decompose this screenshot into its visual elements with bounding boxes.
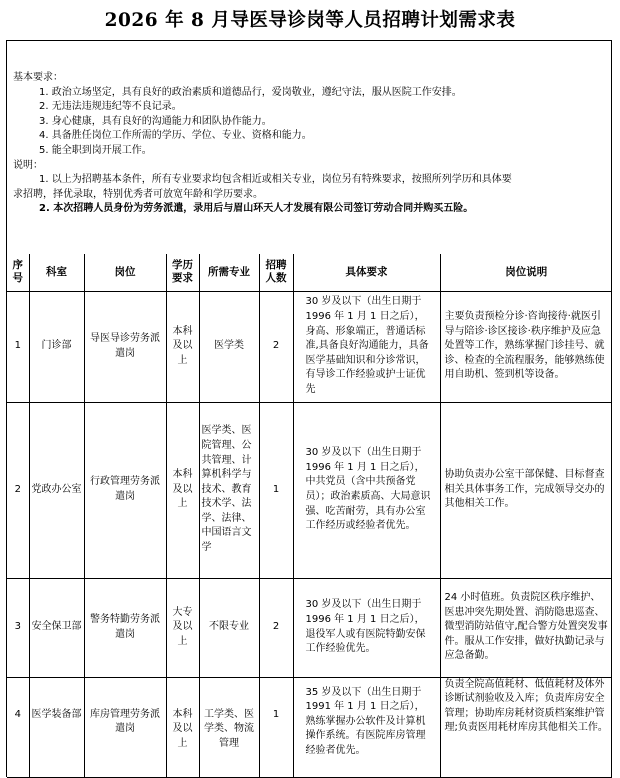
cell-dept: 门诊部 — [29, 291, 84, 402]
cell-no: 3 — [7, 578, 29, 677]
table-row — [7, 402, 612, 578]
header-dept: 科室 — [29, 254, 84, 291]
cell-post: 导医导诊劳务派遣岗 — [84, 291, 166, 402]
cell-count: 2 — [259, 291, 293, 402]
note-item: 求招聘，择优录取，特别优秀者可放宽年龄和学历要求。 — [13, 188, 263, 200]
basic-requirement-item: 3. 身心健康，具有良好的沟通能力和团队协作能力。 — [39, 115, 272, 127]
cell-req: 30 岁及以下（出生日期于 1996 年 1 月 1 日之后），退役军人或有医院特勤安保工作经验优先。 — [293, 578, 440, 677]
header-req: 具体要求 — [293, 254, 440, 291]
cell-edu: 本科及以上 — [166, 402, 199, 578]
cell-no: 1 — [7, 291, 29, 402]
cell-major: 医学类 — [199, 291, 259, 402]
cell-dept: 党政办公室 — [29, 402, 84, 578]
cell-desc: 协助负责办公室干部保健、目标督查相关具体事务工作，完成领导交办的其他相关工作。 — [440, 402, 612, 578]
cell-desc: 24 小时值班。负责院区秩序维护、医患冲突先期处置、消防隐患巡查、微型消防站值守,配合警方处置突发事件。服从工作安排，做好执勤记录与应急备勤。 — [440, 578, 612, 677]
cell-no: 4 — [7, 677, 29, 777]
cell-post: 行政管理劳务派遣岗 — [84, 402, 166, 578]
header-post: 岗位 — [84, 254, 166, 291]
table-row — [7, 677, 612, 777]
basic-requirement-item: 1. 政治立场坚定，具有良好的政治素质和道德品行，爱岗敬业，遵纪守法，服从医院工作安排。 — [39, 86, 462, 98]
cell-edu: 大专及以上 — [166, 578, 199, 677]
cell-req: 30 岁及以下（出生日期于 1996 年 1 月 1 日之后），中共党员（含中共预备党员）；政治素质高、大局意识强、吃苦耐劳，具有办公室工作经历或经验者优先。 — [293, 402, 440, 578]
table-row — [7, 578, 612, 677]
basic-requirements-heading: 基本要求： — [13, 72, 63, 83]
cell-major: 工学类、医学类、物流管理 — [199, 677, 259, 777]
cell-post: 库房管理劳务派遣岗 — [84, 677, 166, 777]
cell-count: 1 — [259, 677, 293, 777]
cell-major: 不限专业 — [199, 578, 259, 677]
cell-req: 35 岁及以下（出生日期于 1991 年 1 月 1 日之后），熟练掌握办公软件及计算机操作系统。有医院库房管理经验者优先。 — [293, 677, 440, 777]
note-item-emphasis: 2. 本次招聘人员身份为劳务派遣，录用后与眉山环天人才发展有限公司签订劳动合同并购买五险。 — [39, 203, 474, 215]
header-count: 招聘人数 — [259, 254, 293, 291]
cell-desc: 负责全院高值耗材、低值耗材及体外诊断试剂验收及入库；负责库房安全管理；协助库房耗材资质档案维护管理;负责医用耗材库房其他相关工作。 — [440, 677, 612, 777]
cell-count: 1 — [259, 402, 293, 578]
cell-edu: 本科及以上 — [166, 291, 199, 402]
cell-edu: 本科及以上 — [166, 677, 199, 777]
basic-requirement-item: 4. 具备胜任岗位工作所需的学历、学位、专业、资格和能力。 — [39, 130, 312, 142]
requirements-section — [7, 41, 611, 254]
table-header-row — [7, 254, 612, 291]
header-desc: 岗位说明 — [440, 254, 612, 291]
cell-req: 30 岁及以下（出生日期于 1996 年 1 月 1 日之后），身高、形象端正，普通话标准,具备良好沟通能力，具备医学基础知识和分诊常识，有导诊工作经验或护士证优先 — [293, 291, 440, 402]
cell-post: 警务特勤劳务派遣岗 — [84, 578, 166, 677]
cell-dept: 医学装备部 — [29, 677, 84, 777]
basic-requirement-item: 5. 能全职到岗开展工作。 — [39, 144, 152, 156]
document-frame — [6, 40, 612, 777]
notes-heading: 说明： — [13, 159, 43, 171]
header-edu: 学历要求 — [166, 254, 199, 291]
cell-no: 2 — [7, 402, 29, 578]
header-no: 序号 — [7, 254, 29, 291]
table-row — [7, 291, 612, 402]
header-major: 所需专业 — [199, 254, 259, 291]
cell-dept: 安全保卫部 — [29, 578, 84, 677]
page-title: 2026 年 8 月导医导诊岗等人员招聘计划需求表 — [104, 10, 516, 31]
basic-requirement-item: 2. 无违法违规违纪等不良记录。 — [39, 101, 182, 113]
cell-count: 2 — [259, 578, 293, 677]
cell-major: 医学类、医院管理、公共管理、计算机科学与技术、教育技术学、法学、法律、中国语言文学 — [199, 402, 259, 578]
cell-desc: 主要负责预检分诊·咨询接待·就医引导与陪诊·诊区接诊·秩序维护及应急处置等工作，熟练掌握门诊挂号、就诊、检查的全流程服务，能够熟练使用自助机、签到机等设备。 — [440, 291, 612, 402]
recruitment-table — [7, 254, 612, 778]
note-item: 1. 以上为招聘基本条件，所有专业要求均包含相近或相关专业，岗位另有特殊要求，按照所列学历和具体要 — [39, 174, 512, 186]
